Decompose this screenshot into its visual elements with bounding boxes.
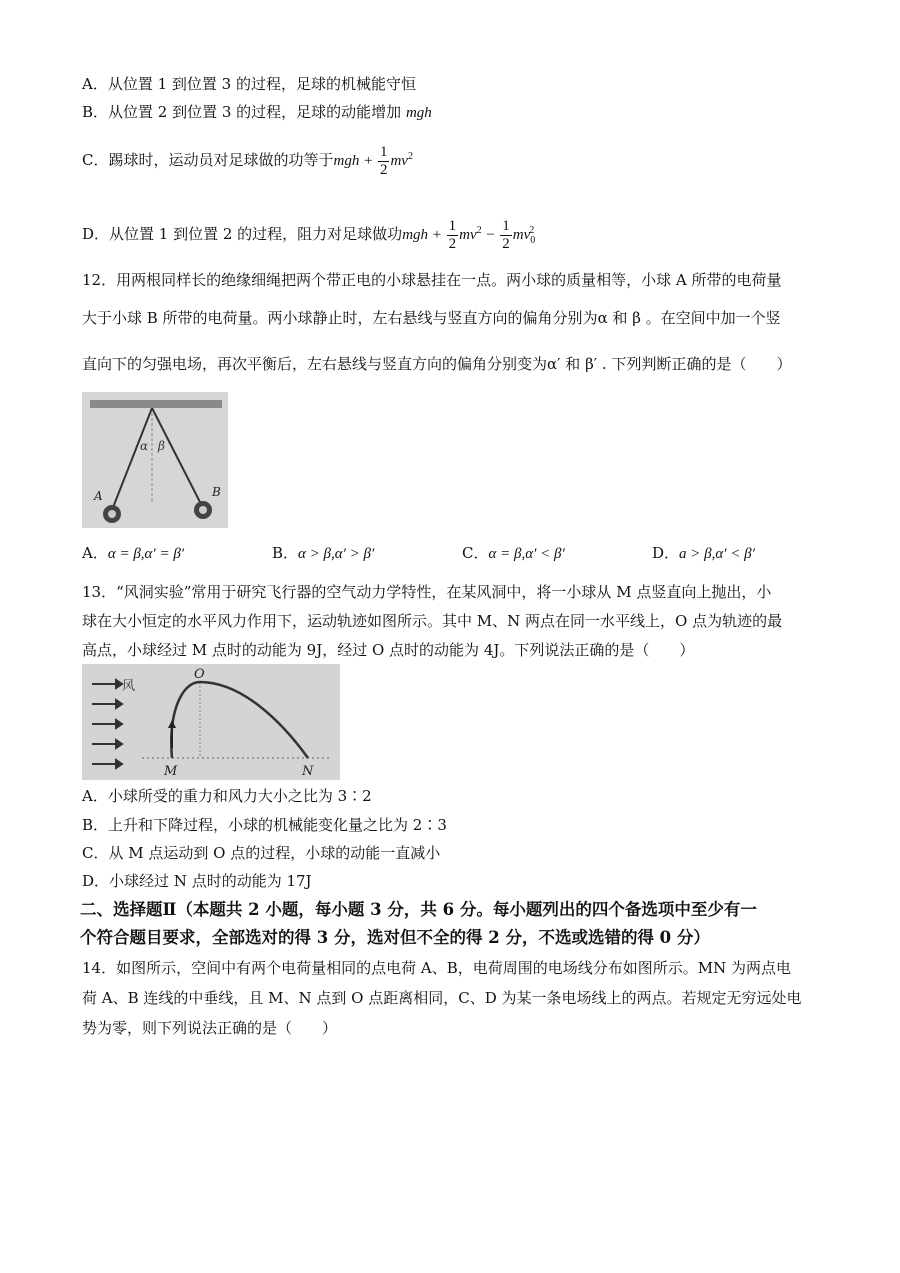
q13-option-c: C．从 M 点运动到 O 点的过程，小球的动能一直减小 — [82, 844, 441, 862]
q11-option-d — [82, 214, 534, 258]
q11-option-a: A．从位置 1 到位置 3 的过程，足球的机械能守恒 — [82, 75, 416, 93]
label-m: M — [164, 764, 178, 779]
q13-option-d: D．小球经过 N 点时的动能为 17J — [82, 872, 312, 890]
section2-heading-line1: 二、选择题Ⅱ（本题共 2 小题，每小题 3 分，共 6 分。每小题列出的四个备选项中至少有一 — [80, 900, 757, 919]
q11-option-c — [82, 140, 413, 184]
q11-option-c-text: C．踢球时，运动员对足球做的功等于 — [82, 151, 334, 169]
q11-option-d-text: D．从位置 1 到位置 2 的过程，阻力对足球做功 — [82, 225, 403, 243]
section2-heading-line2: 个符合题目要求，全部选对的得 3 分，选对但不全的得 2 分，不选或选错的得 0 分） — [80, 928, 710, 947]
q11-option-b-math: mgh — [405, 105, 432, 121]
q13-option-b: B．上升和下降过程，小球的机械能变化量之比为 2∶3 — [82, 816, 447, 834]
label-o: O — [194, 667, 205, 682]
label-a: A — [94, 489, 103, 503]
q13-stem-line1: 13．“风洞实验”常用于研究飞行器的空气动力学特性，在某风洞中，将一小球从 M 点竖直向上抛出，小 — [82, 583, 772, 601]
wind-label: 风 — [122, 679, 136, 694]
q12-option-c: C．α = β,α′ < β′ — [462, 544, 565, 562]
label-b: B — [212, 485, 221, 499]
q14-stem-line3: 势为零，则下列说法正确的是（ ） — [82, 1019, 338, 1037]
pendulum-figure — [82, 392, 228, 528]
q12-option-a: A．α = β,α′ = β′ — [82, 544, 185, 562]
q12-stem-line1: 12．用两根同样长的绝缘细绳把两个带正电的小球悬挂在一点。两小球的质量相等，小球 A 所带的电荷量 — [82, 271, 782, 289]
q11-option-d-formula: mgh + $\frac{1}{2}$ $mv^2$ − $\frac{1}{2}$ $mv_0^2$ — [402, 218, 536, 253]
label-beta: β — [158, 439, 165, 453]
wind-tunnel-figure — [82, 664, 340, 780]
q12-stem-line3: 直向下的匀强电场，再次平衡后，左右悬线与竖直方向的偏角分别变为α′ 和 β′ . 下列判断正确的是（ ） — [82, 355, 792, 373]
q14-stem-line2: 荷 A、B 连线的中垂线，且 M、N 点到 O 点距离相同，C、D 为某一条电场线上的两点。若规定无穷远处电 — [82, 989, 802, 1007]
label-n: N — [302, 764, 314, 779]
q11-option-b — [82, 102, 432, 123]
q14-stem-line1: 14．如图所示，空间中有两个电荷量相同的点电荷 A、B，电荷周围的电场线分布如图所示。MN 为两点电 — [82, 959, 791, 977]
label-alpha: α — [140, 439, 149, 453]
q11-option-c-formula: mgh + $\frac{1}{2}$ $mv^2$ — [333, 144, 413, 179]
q13-stem-line2: 球在大小恒定的水平风力作用下，运动轨迹如图所示。其中 M、N 两点在同一水平线上，O 点为轨迹的最 — [82, 612, 783, 630]
q13-stem-line3: 高点，小球经过 M 点时的动能为 9J，经过 O 点时的动能为 4J。下列说法正确的是（ ） — [82, 641, 695, 659]
q11-option-b-text: B．从位置 2 到位置 3 的过程，足球的动能增加 — [82, 103, 406, 121]
q13-option-a: A．小球所受的重力和风力大小之比为 3∶2 — [82, 787, 372, 805]
ceiling-bar — [90, 400, 222, 408]
q12-option-d: D．a > β,α′ < β′ — [652, 544, 755, 562]
q12-option-b: B．α > β,α′ > β′ — [272, 544, 375, 562]
q12-stem-line2: 大于小球 B 所带的电荷量。两小球静止时，左右悬线与竖直方向的偏角分别为α 和 β 。在空间中加一个竖 — [82, 309, 781, 327]
